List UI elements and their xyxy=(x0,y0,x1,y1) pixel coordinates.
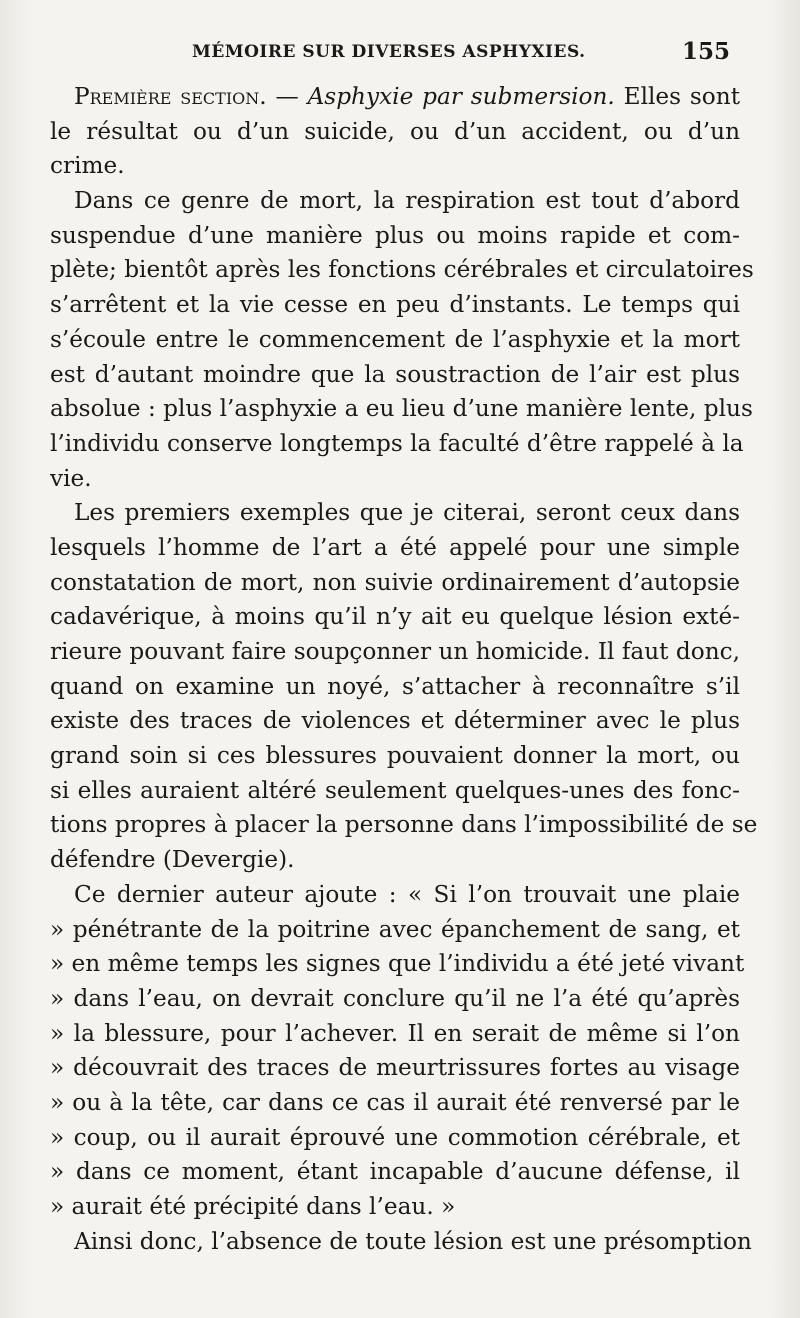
quote-line: » coup, ou il aurait éprouvé une commotion cérébrale, et xyxy=(50,1123,740,1151)
paragraph-start-line: Ainsi donc, l’absence de toute lésion est une présomption xyxy=(74,1227,752,1255)
quote-line: » dans ce moment, étant incapable d’aucune défense, il xyxy=(50,1158,740,1186)
quote-line: » en même temps les signes que l’individu a été jeté vivant xyxy=(50,950,745,978)
body-text xyxy=(50,80,758,1259)
section-heading-line xyxy=(50,80,740,115)
quote-line: » découvrait des traces de meurtrissures fortes au visage xyxy=(50,1054,740,1082)
text-line: est d’autant moindre que la soustraction de l’air est plus xyxy=(50,360,740,388)
text-line: crime. xyxy=(50,152,125,180)
running-title: MÉMOIRE SUR DIVERSES ASPHYXIES. xyxy=(192,42,586,62)
paragraph-start-line: Ce dernier auteur ajoute : « Si l’on trouvait une plaie xyxy=(74,880,740,908)
section-dash: — xyxy=(266,83,308,110)
text-line: tions propres à placer la personne dans l’impossibilité de se xyxy=(50,811,758,839)
text-line: quand on examine un noyé, s’attacher à reconnaître s’il xyxy=(50,672,740,700)
text-line: constatation de mort, non suivie ordinairement d’autopsie xyxy=(50,568,740,596)
text-line: existe des traces de violences et déterminer avec le plus xyxy=(50,707,740,735)
text-line: plète; bientôt après les fonctions cérébrales et circulatoires xyxy=(50,256,754,284)
text-line: suspendue d’une manière plus ou moins rapide et com- xyxy=(50,221,740,249)
text-line: cadavérique, à moins qu’il n’y ait eu quelque lésion exté- xyxy=(50,603,740,631)
section-title: Asphyxie par submersion. xyxy=(307,83,615,110)
quote-line: » ou à la tête, car dans ce cas il aurait été renversé par le xyxy=(50,1088,740,1116)
text-line: lesquels l’homme de l’art a été appelé pour une simple xyxy=(50,533,740,561)
paragraph-start-line: Les premiers exemples que je citerai, seront ceux dans xyxy=(74,499,740,527)
text-line: le résultat ou d’un suicide, ou d’un accident, ou d’un xyxy=(50,117,740,145)
quote-line: » aurait été précipité dans l’eau. » xyxy=(50,1193,456,1220)
text-line: rieure pouvant faire soupçonner un homicide. Il faut donc, xyxy=(50,638,740,665)
text-line: absolue : plus l’asphyxie a eu lieu d’une manière lente, plus xyxy=(50,395,753,423)
quote-line: » dans l’eau, on devrait conclure qu’il ne l’a été qu’après xyxy=(50,984,740,1012)
running-head xyxy=(0,40,800,70)
quote-line: » la blessure, pour l’achever. Il en serait de même si l’on xyxy=(50,1019,740,1047)
text-line: s’arrêtent et la vie cesse en peu d’instants. Le temps qui xyxy=(50,291,740,319)
paragraph-start-line: Dans ce genre de mort, la respiration est tout d’abord xyxy=(74,187,740,215)
text-line: grand soin si ces blessures pouvaient donner la mort, ou xyxy=(50,742,740,770)
text-line: si elles auraient altéré seulement quelques-unes des fonc- xyxy=(50,776,740,804)
page-number: 155 xyxy=(681,38,730,65)
text-line: vie. xyxy=(50,464,92,492)
text-line: l’individu conserve longtemps la faculté d’être rappelé à la xyxy=(50,429,744,457)
section-label: Première section. xyxy=(74,83,267,110)
text-line: s’écoule entre le commencement de l’asphyxie et la mort xyxy=(50,325,740,353)
text-line: défendre (Devergie). xyxy=(50,846,295,874)
section-line1-rest: Elles sont xyxy=(614,83,741,110)
quote-line: » pénétrante de la poitrine avec épanchement de sang, et xyxy=(50,915,740,943)
